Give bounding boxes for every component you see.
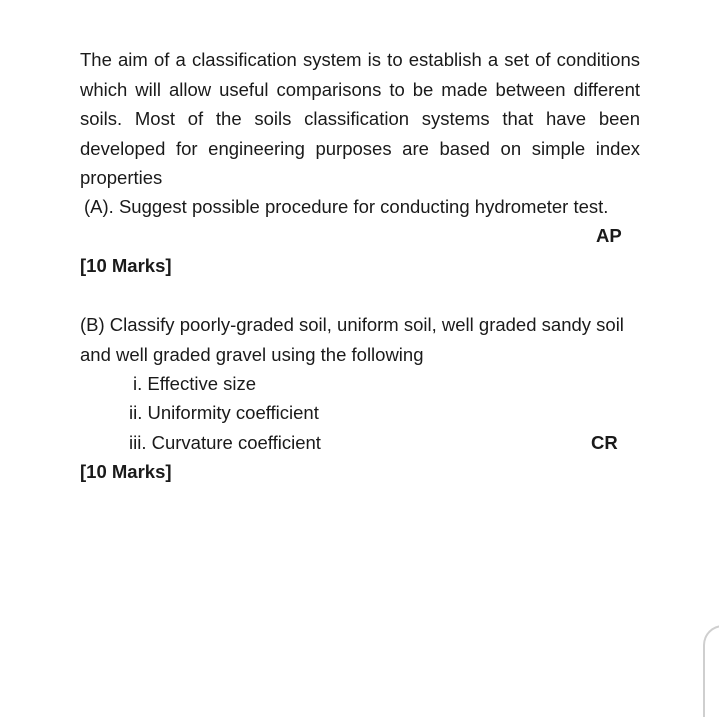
part-a-question: (A). Suggest possible procedure for conducting hydrometer test. (84, 196, 609, 217)
part-a-code: AP (596, 225, 622, 246)
intro-paragraph: The aim of a classification system is to establish a set of conditions which will allow useful comparisons to be made between different soils. Most of the soils classification systems that have been developed for engineering purposes are based on simple index properties (80, 49, 640, 188)
part-a-marks: [10 Marks] (80, 255, 172, 276)
part-b-item-3: iii. Curvature coefficient (129, 432, 321, 453)
part-b-code: CR (591, 432, 618, 453)
part-b-item-2: ii. Uniformity coefficient (129, 402, 319, 423)
page-corner-curl (703, 625, 719, 717)
part-b-item-1: i. Effective size (133, 373, 257, 394)
part-b-question: (B) Classify poorly-graded soil, uniform soil, well graded sandy soil and well graded gravel using the following (80, 314, 624, 365)
part-b-marks: [10 Marks] (80, 461, 172, 482)
